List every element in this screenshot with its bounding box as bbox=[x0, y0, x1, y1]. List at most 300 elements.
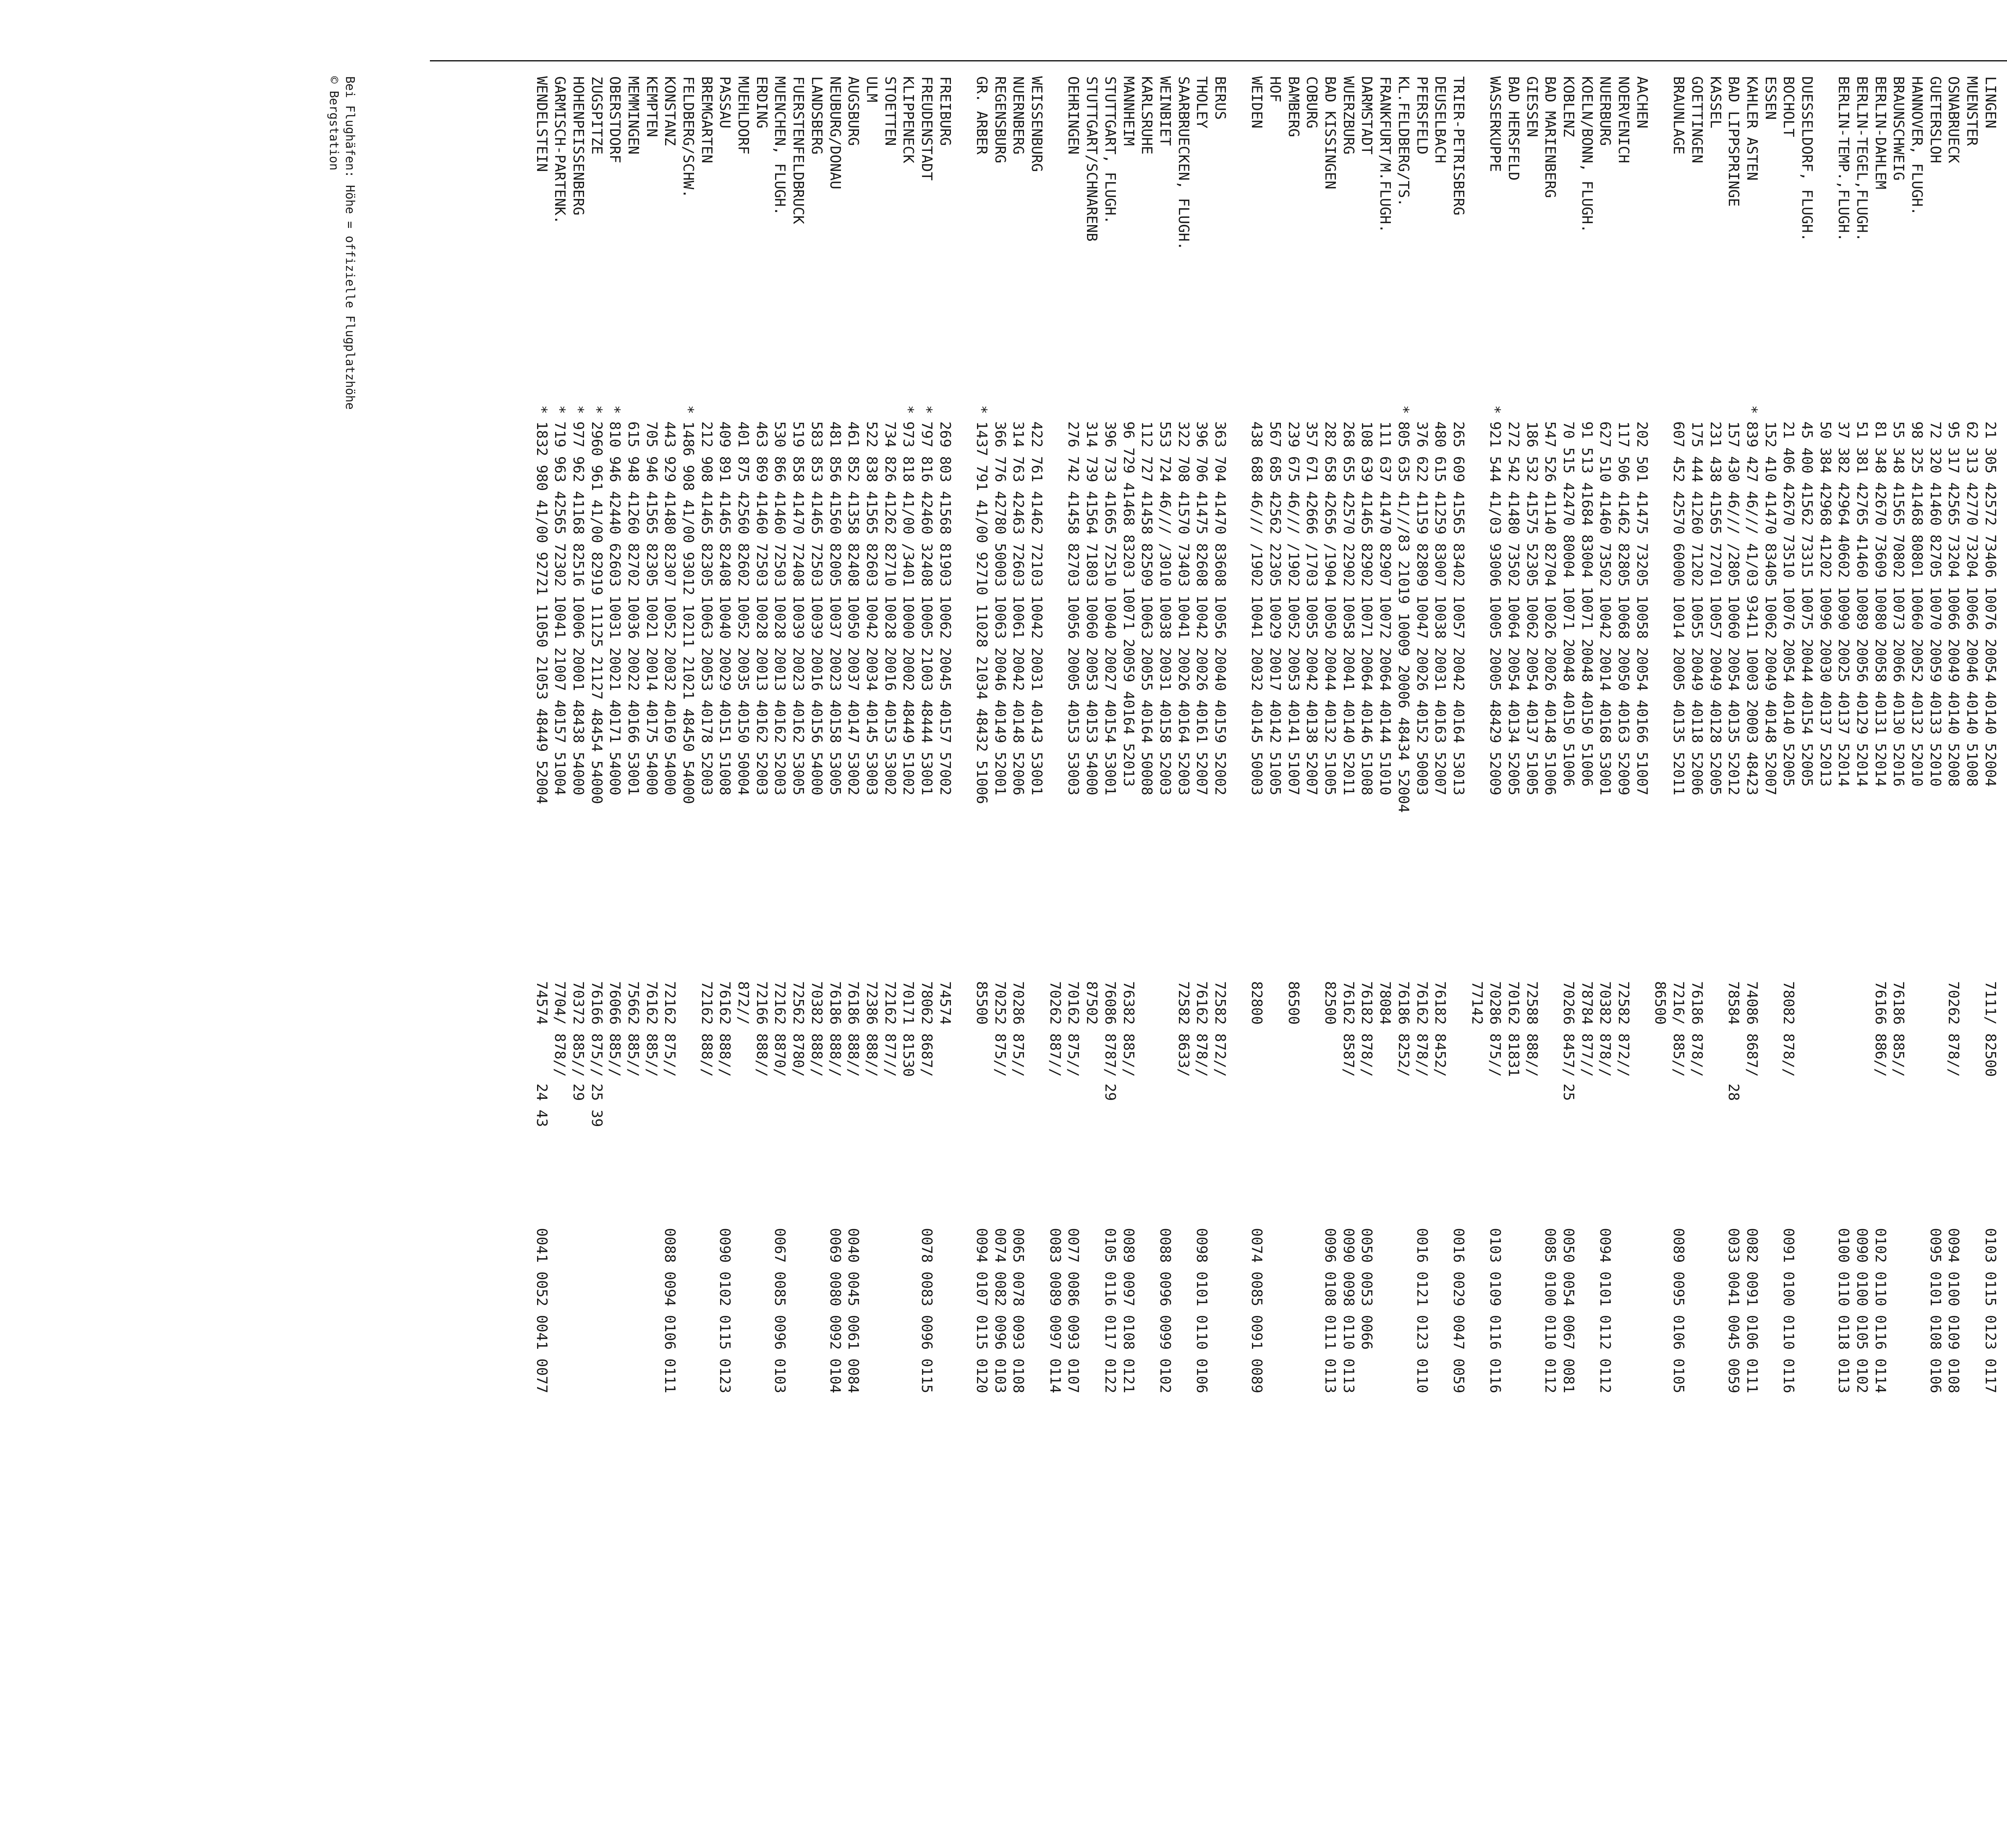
station-name: MANNHEIM bbox=[1120, 76, 1137, 146]
station-name: KL.FELDBERG/TS. bbox=[1395, 76, 1412, 207]
weather-groups: 76186 888// bbox=[845, 981, 862, 1077]
soil-temperatures: 0096 0108 0111 0113 bbox=[1322, 1228, 1339, 1393]
table-row bbox=[642, 76, 661, 1782]
table-row bbox=[532, 76, 551, 1782]
station-name: DARMSTADT bbox=[1358, 76, 1375, 155]
station-name: BAD HERSFELD bbox=[1505, 76, 1522, 181]
observation-groups: 45 400 41562 73315 10075 20044 40154 52005 bbox=[1799, 421, 1815, 787]
weather-groups: 70262 878// bbox=[1945, 981, 1962, 1077]
observation-groups: 973 818 41/00 /3401 10000 20002 48449 51002 bbox=[900, 421, 917, 795]
table-row bbox=[1834, 76, 1853, 1782]
table-row bbox=[1064, 76, 1083, 1782]
table-row bbox=[1724, 76, 1743, 1782]
table-row bbox=[1229, 76, 1248, 1782]
table-row bbox=[771, 76, 789, 1782]
station-name: OBERSTDORF bbox=[607, 76, 623, 163]
station-name: BREMGARTEN bbox=[698, 76, 715, 163]
table-row bbox=[1761, 76, 1779, 1782]
weather-groups: 78084 bbox=[1377, 981, 1394, 1025]
weather-groups: 70266 8457/ bbox=[1560, 981, 1577, 1077]
soil-temperatures: 0103 0115 0123 0117 bbox=[1982, 1228, 1999, 1393]
observation-groups: 91 513 41684 83004 10071 20048 40150 51006 bbox=[1578, 421, 1595, 787]
weather-groups: 78784 877// bbox=[1578, 981, 1595, 1077]
table-row bbox=[1174, 76, 1193, 1782]
table-row bbox=[1321, 76, 1339, 1782]
weather-groups: 72588 888// bbox=[1523, 981, 1540, 1077]
weather-groups: 72162 8870/ bbox=[771, 981, 788, 1077]
weather-groups: 72562 8780/ bbox=[790, 981, 807, 1077]
table-row bbox=[917, 76, 936, 1782]
table-row bbox=[789, 76, 808, 1782]
station-name: FREIBURG bbox=[936, 76, 953, 146]
observation-groups: 583 853 41465 72503 10039 20016 40156 54000 bbox=[808, 421, 825, 795]
table-row bbox=[679, 76, 697, 1782]
observation-groups: 396 706 41475 82608 10042 20026 40161 52007 bbox=[1193, 421, 1210, 795]
observation-groups: 72 320 41460 82705 10070 20059 40133 52010 bbox=[1927, 421, 1944, 787]
weather-groups: 76382 885// bbox=[1120, 981, 1137, 1077]
station-name: REGENSBURG bbox=[991, 76, 1008, 163]
soil-temperatures: 0094 0107 0115 0120 bbox=[973, 1228, 990, 1393]
observation-groups: 797 816 42460 32408 10005 21003 48444 53001 bbox=[918, 421, 935, 795]
station-name: OEHRINGEN bbox=[1065, 76, 1082, 155]
station-name: FRANKFURT/M.FLUGH. bbox=[1377, 76, 1394, 233]
observation-groups: 117 506 41462 82805 10068 20050 40163 52009 bbox=[1615, 421, 1632, 795]
table-row bbox=[954, 76, 973, 1782]
observation-groups: 51 381 42765 41460 10089 20056 40129 52014 bbox=[1854, 421, 1871, 787]
observation-groups: 422 761 41462 72103 10042 20031 40143 53001 bbox=[1028, 421, 1045, 795]
station-name: WEIDEN bbox=[1248, 76, 1265, 129]
observation-groups: 50 384 42968 41202 10096 20030 40137 52013 bbox=[1817, 421, 1834, 787]
table-row bbox=[1504, 76, 1523, 1782]
station-name: BAD MARIENBERG bbox=[1542, 76, 1559, 198]
observation-groups: 805 635 41///83 21019 10009 20006 48434 52004 bbox=[1395, 421, 1412, 813]
wind-gust: 29 bbox=[570, 1084, 586, 1101]
observation-groups: 719 963 42565 72302 10041 21007 40157 51004 bbox=[552, 421, 568, 795]
table-row bbox=[1394, 76, 1413, 1782]
observation-groups: 627 510 41460 73502 10042 20014 40168 53001 bbox=[1597, 421, 1614, 795]
table-row bbox=[936, 76, 954, 1782]
station-name: DUESSELDORF, FLUGH. bbox=[1799, 76, 1815, 242]
left-border bbox=[430, 60, 2007, 61]
soil-temperatures: 0040 0045 0061 0084 bbox=[845, 1228, 862, 1393]
wind-gust: 28 bbox=[1725, 1084, 1742, 1101]
observation-groups: 1437 791 41/00 92710 11028 21034 48432 51006 bbox=[973, 421, 990, 804]
weather-groups: 85500 bbox=[973, 981, 990, 1025]
table-row bbox=[844, 76, 863, 1782]
table-row bbox=[1284, 76, 1303, 1782]
footnote-line1: Bei Flughäfen: Höhe = offizielle Flugplatzhöhe bbox=[343, 76, 357, 410]
table-row bbox=[1266, 76, 1284, 1782]
weather-groups: 72162 877// bbox=[881, 981, 898, 1077]
soil-temperatures: 0090 0100 0105 0102 bbox=[1854, 1228, 1871, 1393]
soil-temperatures: 0094 0101 0112 0112 bbox=[1597, 1228, 1614, 1393]
station-name: KAHLER ASTEN bbox=[1743, 76, 1760, 181]
observation-groups: 1486 908 41/00 93012 10211 21021 48450 54000 bbox=[680, 421, 697, 804]
weather-groups: 76186 878// bbox=[1688, 981, 1705, 1077]
station-marker: * bbox=[552, 405, 568, 414]
weather-groups: 70382 878// bbox=[1597, 981, 1614, 1077]
station-name: AUGSBURG bbox=[845, 76, 862, 146]
table-row bbox=[1981, 76, 1999, 1782]
soil-temperatures: 0094 0100 0109 0108 bbox=[1945, 1228, 1962, 1393]
observation-groups: 157 430 46/// /2805 10060 20054 40135 52012 bbox=[1725, 421, 1742, 795]
table-row bbox=[1797, 76, 1816, 1782]
weather-groups: 72162 888// bbox=[698, 981, 715, 1077]
weather-groups: 72582 872// bbox=[1212, 981, 1228, 1077]
observation-groups: 705 946 41565 82305 10021 20014 40175 54000 bbox=[643, 421, 660, 795]
soil-temperatures: 0078 0083 0096 0115 bbox=[918, 1228, 935, 1393]
observation-groups: 461 852 41358 82408 10050 20037 40147 53002 bbox=[845, 421, 862, 795]
station-name: BERLIN-TEGEL,FLUGH. bbox=[1854, 76, 1871, 242]
weather-groups: 70286 875// bbox=[1010, 981, 1027, 1077]
table-row bbox=[1449, 76, 1468, 1782]
station-marker: * bbox=[1395, 405, 1412, 414]
weather-groups: 75662 885// bbox=[625, 981, 641, 1077]
table-row bbox=[1963, 76, 1981, 1782]
station-name: WEINBIET bbox=[1156, 76, 1173, 146]
weather-groups: 76182 878// bbox=[1358, 981, 1375, 1077]
station-name: WENDELSTEIN bbox=[533, 76, 550, 172]
table-row bbox=[1871, 76, 1889, 1782]
table-row bbox=[606, 76, 624, 1782]
table-row bbox=[661, 76, 679, 1782]
table-row bbox=[734, 76, 752, 1782]
station-name: PFERSFELD bbox=[1413, 76, 1430, 155]
table-row bbox=[1578, 76, 1596, 1782]
table-row bbox=[716, 76, 734, 1782]
soil-temperatures: 0089 0097 0108 0121 bbox=[1120, 1228, 1137, 1393]
station-name: MUENSTER bbox=[1964, 76, 1981, 146]
station-name: WEISSENBURG bbox=[1028, 76, 1045, 172]
station-name: COBURG bbox=[1303, 76, 1320, 129]
station-name: PASSAU bbox=[716, 76, 733, 129]
soil-temperatures: 0085 0100 0110 0112 bbox=[1542, 1228, 1559, 1393]
wind-gust: 25 bbox=[1560, 1084, 1577, 1101]
observation-groups: 519 858 41470 72408 10039 20023 40162 53005 bbox=[790, 421, 807, 795]
station-marker: * bbox=[533, 405, 550, 414]
station-name: BAD LIPPSPRINGE bbox=[1725, 76, 1742, 207]
weather-groups: 70372 885// bbox=[570, 981, 586, 1077]
table-row bbox=[1101, 76, 1119, 1782]
station-name: MEMMINGEN bbox=[625, 76, 641, 155]
station-name: MUENCHEN, FLUGH. bbox=[771, 76, 788, 215]
table-row bbox=[624, 76, 642, 1782]
table-row bbox=[881, 76, 899, 1782]
station-name: LANDSBERG bbox=[808, 76, 825, 155]
weather-groups: 76186 888// bbox=[826, 981, 843, 1077]
station-marker: * bbox=[918, 405, 935, 414]
table-row bbox=[569, 76, 587, 1782]
table-row bbox=[991, 76, 1009, 1782]
observation-groups: 921 544 41/03 93006 10005 20005 48429 52009 bbox=[1487, 421, 1504, 795]
soil-temperatures: 0100 0110 0118 0113 bbox=[1835, 1228, 1852, 1393]
footnote bbox=[326, 76, 358, 410]
station-marker: * bbox=[1743, 405, 1760, 414]
observation-groups: 265 609 41565 83402 10057 20042 40164 53013 bbox=[1450, 421, 1467, 795]
soil-temperatures: 0050 0054 0067 0081 bbox=[1560, 1228, 1577, 1393]
table-row bbox=[1651, 76, 1669, 1782]
station-name: ULM bbox=[863, 76, 880, 103]
soil-temperatures: 0091 0100 0110 0116 bbox=[1780, 1228, 1797, 1393]
table-row bbox=[1303, 76, 1321, 1782]
soil-temperatures: 0105 0116 0117 0122 bbox=[1101, 1228, 1118, 1393]
observation-groups: 95 317 42565 73204 10066 20049 40140 52008 bbox=[1945, 421, 1962, 787]
station-name: KOELN/BONN, FLUGH. bbox=[1578, 76, 1595, 233]
table-row bbox=[1669, 76, 1688, 1782]
weather-groups: 76162 878// bbox=[1413, 981, 1430, 1077]
observation-groups: 269 803 41568 81903 10062 20045 40157 57002 bbox=[936, 421, 953, 795]
table-row bbox=[972, 76, 991, 1782]
weather-groups: 70162 875// bbox=[1065, 981, 1082, 1077]
weather-groups: 76162 8587/ bbox=[1340, 981, 1357, 1077]
station-name: KONSTANZ bbox=[662, 76, 678, 146]
observation-groups: 1832 980 41/00 92721 11050 21053 48449 52004 bbox=[533, 421, 550, 804]
observation-groups: 376 622 41159 82809 10047 20026 40152 50003 bbox=[1413, 421, 1430, 795]
station-name: BERLIN-DAHLEM bbox=[1872, 76, 1889, 189]
observation-groups: 276 742 41458 82703 10056 20005 40153 53003 bbox=[1065, 421, 1082, 795]
station-name: HANNOVER, FLUGH. bbox=[1909, 76, 1926, 215]
observation-groups: 530 866 41460 72503 10028 20013 40162 52003 bbox=[771, 421, 788, 795]
observation-groups: 553 724 46/// /3010 10038 20031 40158 52003 bbox=[1156, 421, 1173, 795]
station-name: BAD KISSINGEN bbox=[1322, 76, 1339, 189]
table-row bbox=[1431, 76, 1449, 1782]
observation-groups: 108 639 41465 82902 10071 20064 40146 51008 bbox=[1358, 421, 1375, 795]
observation-groups: 70 515 42470 80004 10071 20048 40150 51006 bbox=[1560, 421, 1577, 787]
observation-groups: 607 452 42570 60000 10014 20005 40135 52011 bbox=[1670, 421, 1687, 795]
table-row bbox=[697, 76, 716, 1782]
observation-groups: 2960 961 41/00 82919 11125 21127 48454 54000 bbox=[588, 421, 605, 804]
station-name: BAMBERG bbox=[1285, 76, 1302, 137]
station-name: ESSEN bbox=[1762, 76, 1779, 120]
table-row bbox=[1816, 76, 1834, 1782]
soil-temperatures: 0088 0094 0106 0111 bbox=[662, 1228, 678, 1393]
weather-groups: 76086 8787/ bbox=[1101, 981, 1118, 1077]
table-row bbox=[1376, 76, 1394, 1782]
observation-groups: 734 826 41262 82710 10028 20016 40153 53002 bbox=[881, 421, 898, 795]
station-name: KOBLENZ bbox=[1560, 76, 1577, 137]
station-name: BRAUNLAGE bbox=[1670, 76, 1687, 155]
observation-groups: 363 704 41470 83608 10056 20040 40159 52002 bbox=[1212, 421, 1228, 795]
station-name: OSNABRUECK bbox=[1945, 76, 1962, 163]
weather-groups: 72386 888// bbox=[863, 981, 880, 1077]
weather-groups: 86500 bbox=[1285, 981, 1302, 1025]
weather-groups: 76166 886// bbox=[1872, 981, 1889, 1077]
soil-temperatures: 0050 0053 0066 bbox=[1358, 1228, 1375, 1350]
weather-groups: 76162 888// bbox=[716, 981, 733, 1077]
weather-groups: 72166 888// bbox=[753, 981, 770, 1077]
table-row bbox=[1852, 76, 1871, 1782]
weather-groups: 76186 8252/ bbox=[1395, 981, 1412, 1077]
weather-groups: 70286 875// bbox=[1487, 981, 1504, 1077]
soil-temperatures: 0103 0109 0116 0116 bbox=[1487, 1228, 1504, 1393]
observation-groups: 810 946 42440 62603 10031 20021 40171 54000 bbox=[607, 421, 623, 795]
soil-temperatures: 0102 0110 0116 0114 bbox=[1872, 1228, 1889, 1393]
soil-temperatures: 0074 0085 0091 0089 bbox=[1248, 1228, 1265, 1393]
station-name: BERUS bbox=[1212, 76, 1228, 120]
weather-groups: 76186 885// bbox=[1890, 981, 1907, 1077]
observation-groups: 357 671 42666 /1703 10055 20042 40138 52007 bbox=[1303, 421, 1320, 795]
station-name: NOERVENICH bbox=[1615, 76, 1632, 163]
station-name: HOHENPEISSENBERG bbox=[570, 76, 586, 215]
station-name: BRAUNSCHWEIG bbox=[1890, 76, 1907, 181]
table-row bbox=[1138, 76, 1156, 1782]
table-row bbox=[1468, 76, 1486, 1782]
table-row bbox=[1046, 76, 1064, 1782]
table-row bbox=[551, 76, 569, 1782]
station-name: BOCHOLT bbox=[1780, 76, 1797, 137]
observation-groups: 443 929 41480 82307 10052 20032 40169 54000 bbox=[662, 421, 678, 795]
table-row bbox=[899, 76, 918, 1782]
weather-groups: 76162 878// bbox=[1193, 981, 1210, 1077]
weather-groups: 72582 872// bbox=[1615, 981, 1632, 1077]
observation-groups: 111 637 41470 82907 10072 20064 40144 51010 bbox=[1377, 421, 1394, 795]
weather-groups: 78062 8687/ bbox=[918, 981, 935, 1077]
observation-groups: 186 532 41575 52305 10062 20054 40137 51005 bbox=[1523, 421, 1540, 795]
observation-groups: 175 444 41260 71202 10055 20049 40118 52006 bbox=[1688, 421, 1705, 795]
observation-groups: 55 348 41565 70802 10073 20066 40130 52016 bbox=[1890, 421, 1907, 787]
weather-groups: 74574 bbox=[533, 981, 550, 1025]
table-row bbox=[1523, 76, 1541, 1782]
weather-groups: 70382 888// bbox=[808, 981, 825, 1077]
table-row bbox=[1119, 76, 1138, 1782]
weather-groups: 7704/ 878// bbox=[552, 981, 568, 1077]
station-name: MUEHLDORF bbox=[735, 76, 752, 155]
table-row bbox=[1742, 76, 1761, 1782]
soil-temperatures: 0016 0121 0123 0110 bbox=[1413, 1228, 1430, 1393]
soil-temperatures: 0067 0085 0096 0103 bbox=[771, 1228, 788, 1393]
observation-groups: 314 739 41564 71803 10060 20053 40153 54000 bbox=[1083, 421, 1100, 795]
station-name: STOETTEN bbox=[881, 76, 898, 146]
soil-temperatures: 0033 0041 0045 0059 bbox=[1725, 1228, 1742, 1393]
observation-groups: 212 908 41465 82305 10063 20053 40178 52003 bbox=[698, 421, 715, 795]
station-name: GIESSEN bbox=[1523, 76, 1540, 137]
weather-groups: 74574 bbox=[936, 981, 953, 1025]
weather-groups: 72162 875// bbox=[662, 981, 678, 1077]
station-name: DEUSELBACH bbox=[1432, 76, 1449, 163]
observation-groups: 21 305 42572 73406 10076 20054 40140 52004 bbox=[1982, 421, 1999, 787]
station-name: STUTTGART/SCHNARENB bbox=[1083, 76, 1100, 242]
weather-groups: 82800 bbox=[1248, 981, 1265, 1025]
observation-groups: 202 501 41475 73205 10058 20054 40166 51007 bbox=[1633, 421, 1650, 795]
table-row bbox=[1009, 76, 1028, 1782]
station-marker: * bbox=[900, 405, 917, 414]
table-row bbox=[826, 76, 844, 1782]
observation-groups: 481 856 41560 82005 10037 20023 40158 53005 bbox=[826, 421, 843, 795]
station-marker: * bbox=[570, 405, 586, 414]
observation-groups: 480 615 41259 83007 10038 20031 40163 52007 bbox=[1432, 421, 1449, 795]
table-row bbox=[1706, 76, 1724, 1782]
station-name: GARMISCH-PARTENK. bbox=[552, 76, 568, 224]
station-name: STUTTGART, FLUGH. bbox=[1101, 76, 1118, 224]
station-marker: * bbox=[607, 405, 623, 414]
observation-groups: 21 406 42670 73510 10076 20054 40140 52005 bbox=[1780, 421, 1797, 787]
weather-groups: 76182 8452/ bbox=[1432, 981, 1449, 1077]
observation-groups: 62 313 42770 73204 10066 20046 40140 51008 bbox=[1964, 421, 1981, 787]
table-row bbox=[862, 76, 881, 1782]
table-row bbox=[1027, 76, 1046, 1782]
soil-temperatures: 0083 0089 0097 0114 bbox=[1046, 1228, 1063, 1393]
station-marker: * bbox=[973, 405, 990, 414]
table-row bbox=[1614, 76, 1632, 1782]
table-row bbox=[1156, 76, 1174, 1782]
observation-groups: 37 382 42964 40602 10090 20025 40137 52014 bbox=[1835, 421, 1852, 787]
table-row bbox=[1211, 76, 1229, 1782]
observation-groups: 463 869 41460 72503 10028 20013 40162 52003 bbox=[753, 421, 770, 795]
observation-groups: 547 526 41140 82704 10026 20026 40148 51006 bbox=[1542, 421, 1559, 795]
station-name: AACHEN bbox=[1633, 76, 1650, 129]
footnote-line2: © Bergstation bbox=[327, 76, 341, 171]
weather-groups: 70262 887// bbox=[1046, 981, 1063, 1077]
soil-temperatures: 0074 0082 0096 0103 bbox=[991, 1228, 1008, 1393]
soil-temperatures: 0065 0078 0093 0108 bbox=[1010, 1228, 1027, 1393]
station-name: KASSEL bbox=[1707, 76, 1724, 129]
table-row bbox=[1083, 76, 1101, 1782]
table-row bbox=[1907, 76, 1926, 1782]
observation-groups: 231 438 41565 72701 10057 20049 40128 52005 bbox=[1707, 421, 1724, 795]
observation-groups: 314 763 42463 72603 10061 20042 40148 52006 bbox=[1010, 421, 1027, 795]
station-name: WUERZBURG bbox=[1340, 76, 1357, 155]
table-row bbox=[1596, 76, 1614, 1782]
weather-groups: 78584 bbox=[1725, 981, 1742, 1025]
station-name: FELDBERG/SCHW. bbox=[680, 76, 697, 198]
station-name: GR. ARBER bbox=[973, 76, 990, 155]
table-row bbox=[1632, 76, 1651, 1782]
station-name: GOETTINGEN bbox=[1688, 76, 1705, 163]
table-row bbox=[1339, 76, 1358, 1782]
station-name: HOF bbox=[1267, 76, 1284, 103]
wind-gust: 29 bbox=[1101, 1084, 1118, 1101]
table-row bbox=[1559, 76, 1578, 1782]
station-name: FUERSTENFELDBRUCK bbox=[790, 76, 807, 224]
observation-groups: 272 542 41480 73502 10064 20054 40134 52005 bbox=[1505, 421, 1522, 795]
table-row bbox=[587, 76, 606, 1782]
weather-groups: 76162 885// bbox=[643, 981, 660, 1077]
observation-groups: 366 776 42780 50003 10063 20046 40149 52001 bbox=[991, 421, 1008, 795]
station-name: WASSERKUPPE bbox=[1487, 76, 1504, 172]
wind-gust: 25 39 bbox=[588, 1084, 605, 1127]
observation-groups: 438 688 46/// /1902 10041 20032 40145 50003 bbox=[1248, 421, 1265, 795]
weather-groups: 872// bbox=[735, 981, 752, 1025]
table-row bbox=[1541, 76, 1559, 1782]
station-name: KARLSRUHE bbox=[1138, 76, 1155, 155]
table-row bbox=[1193, 76, 1211, 1782]
weather-groups: 86500 bbox=[1652, 981, 1669, 1025]
station-marker: * bbox=[1487, 405, 1504, 414]
station-name: KLIPPENECK bbox=[900, 76, 917, 163]
observation-groups: 282 658 42656 /1904 10050 20044 40132 51005 bbox=[1322, 421, 1339, 795]
station-table bbox=[532, 76, 2007, 1782]
soil-temperatures: 0041 0052 0041 0077 bbox=[533, 1228, 550, 1393]
weather-groups: 7111/ 82500 bbox=[1982, 981, 1999, 1077]
station-name: TRIER-PETRISBERG bbox=[1450, 76, 1467, 215]
table-row bbox=[1999, 76, 2007, 1782]
station-name: GUETERSLOH bbox=[1927, 76, 1944, 163]
observation-groups: 396 733 41665 72510 10040 20027 40154 53001 bbox=[1101, 421, 1118, 795]
soil-temperatures: 0069 0080 0092 0104 bbox=[826, 1228, 843, 1393]
soil-temperatures: 0077 0086 0093 0107 bbox=[1065, 1228, 1082, 1393]
observation-groups: 977 962 41168 82516 10006 20001 48438 54000 bbox=[570, 421, 586, 795]
soil-temperatures: 0082 0091 0106 0111 bbox=[1743, 1228, 1760, 1393]
station-name: LINGEN bbox=[1982, 76, 1999, 129]
soil-temperatures: 0088 0096 0099 0102 bbox=[1156, 1228, 1173, 1393]
table-row bbox=[1358, 76, 1376, 1782]
weather-groups: 87502 bbox=[1083, 981, 1100, 1025]
observation-groups: 268 655 42570 22902 10058 20041 40140 52011 bbox=[1340, 421, 1357, 795]
observation-groups: 322 708 41570 73403 10041 20026 40164 52003 bbox=[1175, 421, 1192, 795]
table-row bbox=[1486, 76, 1504, 1782]
station-name: NEUBURG/DONAU bbox=[826, 76, 843, 189]
weather-groups: 82500 bbox=[1322, 981, 1339, 1025]
